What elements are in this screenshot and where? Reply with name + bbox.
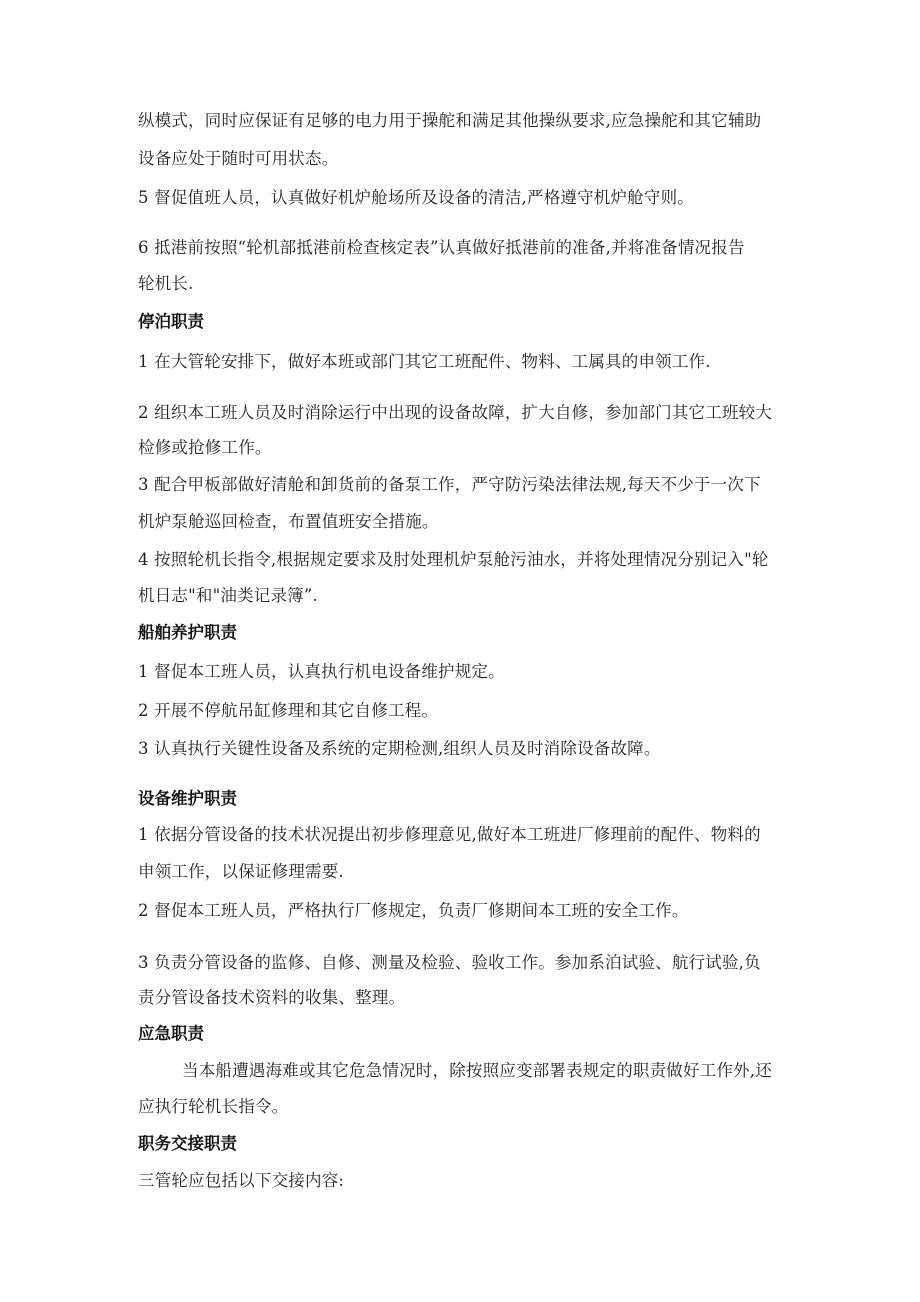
text-line: 轮机长.	[138, 274, 194, 293]
text-line: 2 组织本工班人员及时消除运行中出现的设备故障，扩大自修，参加部门其它工班较大	[138, 403, 773, 422]
text-line: 当本船遭遇海难或其它危急情况时，除按照应变部署表规定的职责做好工作外,还	[182, 1061, 772, 1080]
text-line: 检修或抢修工作。	[138, 438, 272, 457]
text-line: 1 在大管轮安排下，做好本班或部门其它工班配件、物料、工属具的申领工作.	[138, 352, 711, 371]
text-line: 设备应处于随时可用状态。	[138, 149, 339, 168]
text-line: 3 认真执行关键性设备及系统的定期检测,组织人员及时消除设备故障。	[138, 739, 661, 758]
text-line: 应执行轮机长指令。	[138, 1097, 289, 1116]
text-line: 纵模式，同时应保证有足够的电力用于操舵和满足其他操纵要求,应急操舵和其它辅助	[138, 111, 762, 130]
text-line: 机炉泵舱巡回检查，布置值班安全措施。	[138, 512, 439, 531]
section-heading: 应急职责	[138, 1024, 204, 1043]
section-heading: 设备维护职责	[138, 789, 237, 808]
section-heading: 停泊职责	[138, 312, 204, 331]
text-line: 5 督促值班人员，认真做好机炉舱场所及设备的清洁,严格遵守机炉舱守则。	[138, 188, 694, 207]
text-line: 1 依据分管设备的技术状况提出初步修理意见,做好本工班进厂修理前的配件、物料的	[138, 825, 761, 844]
text-line: 三管轮应包括以下交接内容:	[138, 1171, 345, 1190]
text-line: 4 按照轮机长指令,根据规定要求及肘处理机炉泵舱污油水，并将处理情况分别记入"轮	[138, 550, 769, 569]
text-line: 1 督促本工班人员，认真执行机电设备维护规定。	[138, 662, 505, 681]
text-line: 2 督促本工班人员，严格执行厂修规定，负责厂修期间本工班的安全工作。	[138, 901, 689, 920]
text-line: 3 配合甲板部做好清舱和卸货前的备泵工作，严守防污染法律法规,每天不少于一次下	[138, 475, 761, 494]
text-line: 申领工作，以保证修理需要.	[138, 862, 344, 881]
section-heading: 职务交接职责	[138, 1134, 237, 1153]
text-line: 3 负责分管设备的监修、自修、测量及检验、验收工作。参加系泊试验、航行试验,负	[138, 953, 761, 972]
text-line: 2 开展不停航吊缸修理和其它自修工程。	[138, 701, 439, 720]
section-heading: 船舶养护职责	[138, 623, 237, 642]
text-line: 6 抵港前按照“轮机部抵港前检查核定表”认真做好抵港前的准备,并将准备情况报告	[138, 238, 745, 257]
text-line: 机日志"和"油类记录簿”.	[138, 586, 318, 605]
text-line: 责分管设备技术资料的收集、整理。	[138, 988, 406, 1007]
